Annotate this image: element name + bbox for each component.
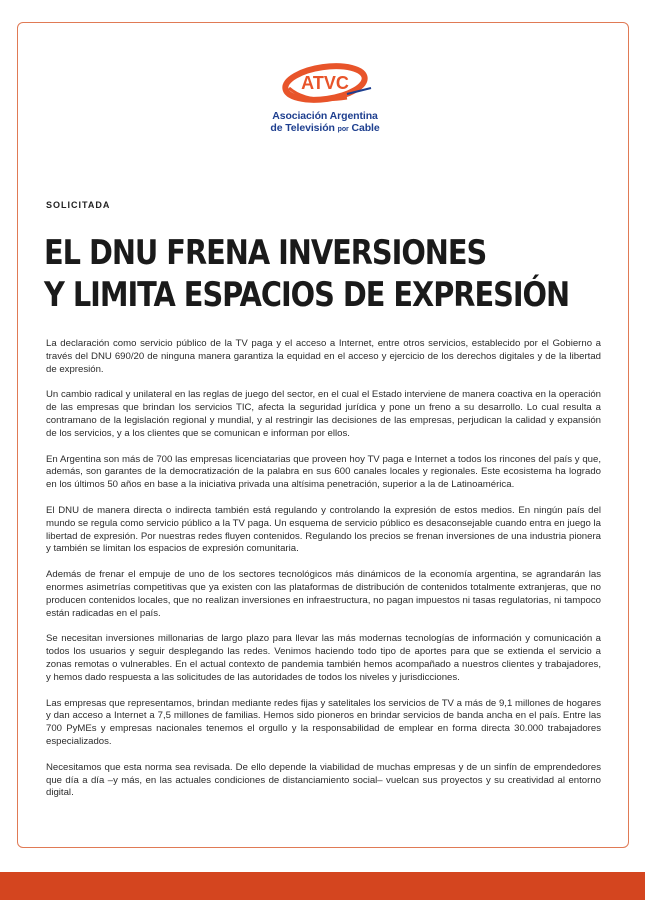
paragraph: En Argentina son más de 700 las empresas licenciatarias que proveen hoy TV paga e Internet a todos los rincones del país y que, además, son garantes de la democratización de la palabra en sus 600 canales locales y regionales. Este ecosistema ha logrado en los últimos 50 años en base a la iniciativa privada una altísima penetración, superior a la de Latinoamérica.: [46, 453, 601, 491]
section-kicker: SOLICITADA: [46, 200, 111, 210]
paragraph: Se necesitan inversiones millonarias de largo plazo para llevar las más modernas tecnologías de información y comunicación a todos los usuarios y seguir desplegando las redes. Venimos haciendo todo tipo de aportes para que se extienda el servicio a zonas remotas o vulnerables. En el actual contexto de pandemia también hemos acompañado a nuestros clientes y trabajadores, y hemos dado respuesta a las solicitudes de las autoridades de todos los niveles y jurisdicciones.: [46, 633, 601, 683]
atvc-logo-text: ATVC: [301, 73, 349, 93]
org-name-line1: Asociación Argentina: [272, 110, 378, 122]
paragraph: Un cambio radical y unilateral en las reglas de juego del sector, en el cual el Estado interviene de manera coactiva en la operación de las empresas que brindan los servicios TIC, afecta la seguridad jurídica y pone un freno a su desarrollo. Lo cual resulta a contramano de la legislación regional y mundial, y al restringir las decisiones de las empresas, perjudican la calidad y expansión de los servicios, y a los clientes que se comunican e informan por ellos.: [46, 389, 601, 439]
article-body: [46, 338, 601, 813]
paragraph: Necesitamos que esta norma sea revisada. De ello depende la viabilidad de muchas empresas y de un sinfín de emprendedores que día a día –y más, en las actuales condiciones de distanciamiento social– vuelcan sus proyectos y su creatividad al entorno digital.: [46, 761, 601, 799]
bottom-color-bar: [0, 872, 645, 900]
paragraph: La declaración como servicio público de la TV paga y el acceso a Internet, entre otros servicios, establecido por el Gobierno a través del DNU 690/20 de ninguna manera garantiza la equidad en el acceso y ejercicio de los derechos digitales y de la libertad de expresión.: [46, 338, 601, 375]
headline: [44, 232, 570, 316]
headline-line1: EL DNU FRENA INVERSIONES: [44, 233, 487, 272]
atvc-logo-mark: [277, 58, 373, 110]
paragraph: El DNU de manera directa o indirecta también está regulando y controlando la expresión de estos medios. En ningún país del mundo se regula como servicio público a la TV paga. Un esquema de servicio público es desaconsejable cuando entra en juego la libertad de expresión. Por nuestras redes fluyen contenidos. Regulando los precios se frenan inversiones de una industria pionera y también se limitan los espacios de expresión comunitaria.: [46, 504, 601, 555]
paragraph: Además de frenar el empuje de uno de los sectores tecnológicos más dinámicos de la economía argentina, se agrandarán las enormes asimetrías competitivas que ya existen con las plataformas de distribución de contenidos totalmente extranjeras, que no producen contenidos locales, que no realizan inversiones en infraestructura, no pagan impuestos ni tasas regulatorias, ni tampoco están radicadas en el país.: [46, 569, 601, 619]
paragraph: Las empresas que representamos, brindan mediante redes fijas y satelitales los servicios de TV a más de 9,1 millones de hogares y dan acceso a Internet a 7,5 millones de familias. Hemos sido pioneros en brindar servicios de banda ancha en el país. Entre las 700 PyMEs y empresas nacionales tenemos el orgullo y la responsabilidad de emplear en forma directa 30.000 trabajadores especializados.: [46, 697, 601, 747]
org-name-line2: de Televisión por Cable: [270, 122, 380, 134]
headline-line2: Y LIMITA ESPACIOS DE EXPRESIÓN: [44, 275, 570, 314]
atvc-logo: [260, 58, 390, 148]
